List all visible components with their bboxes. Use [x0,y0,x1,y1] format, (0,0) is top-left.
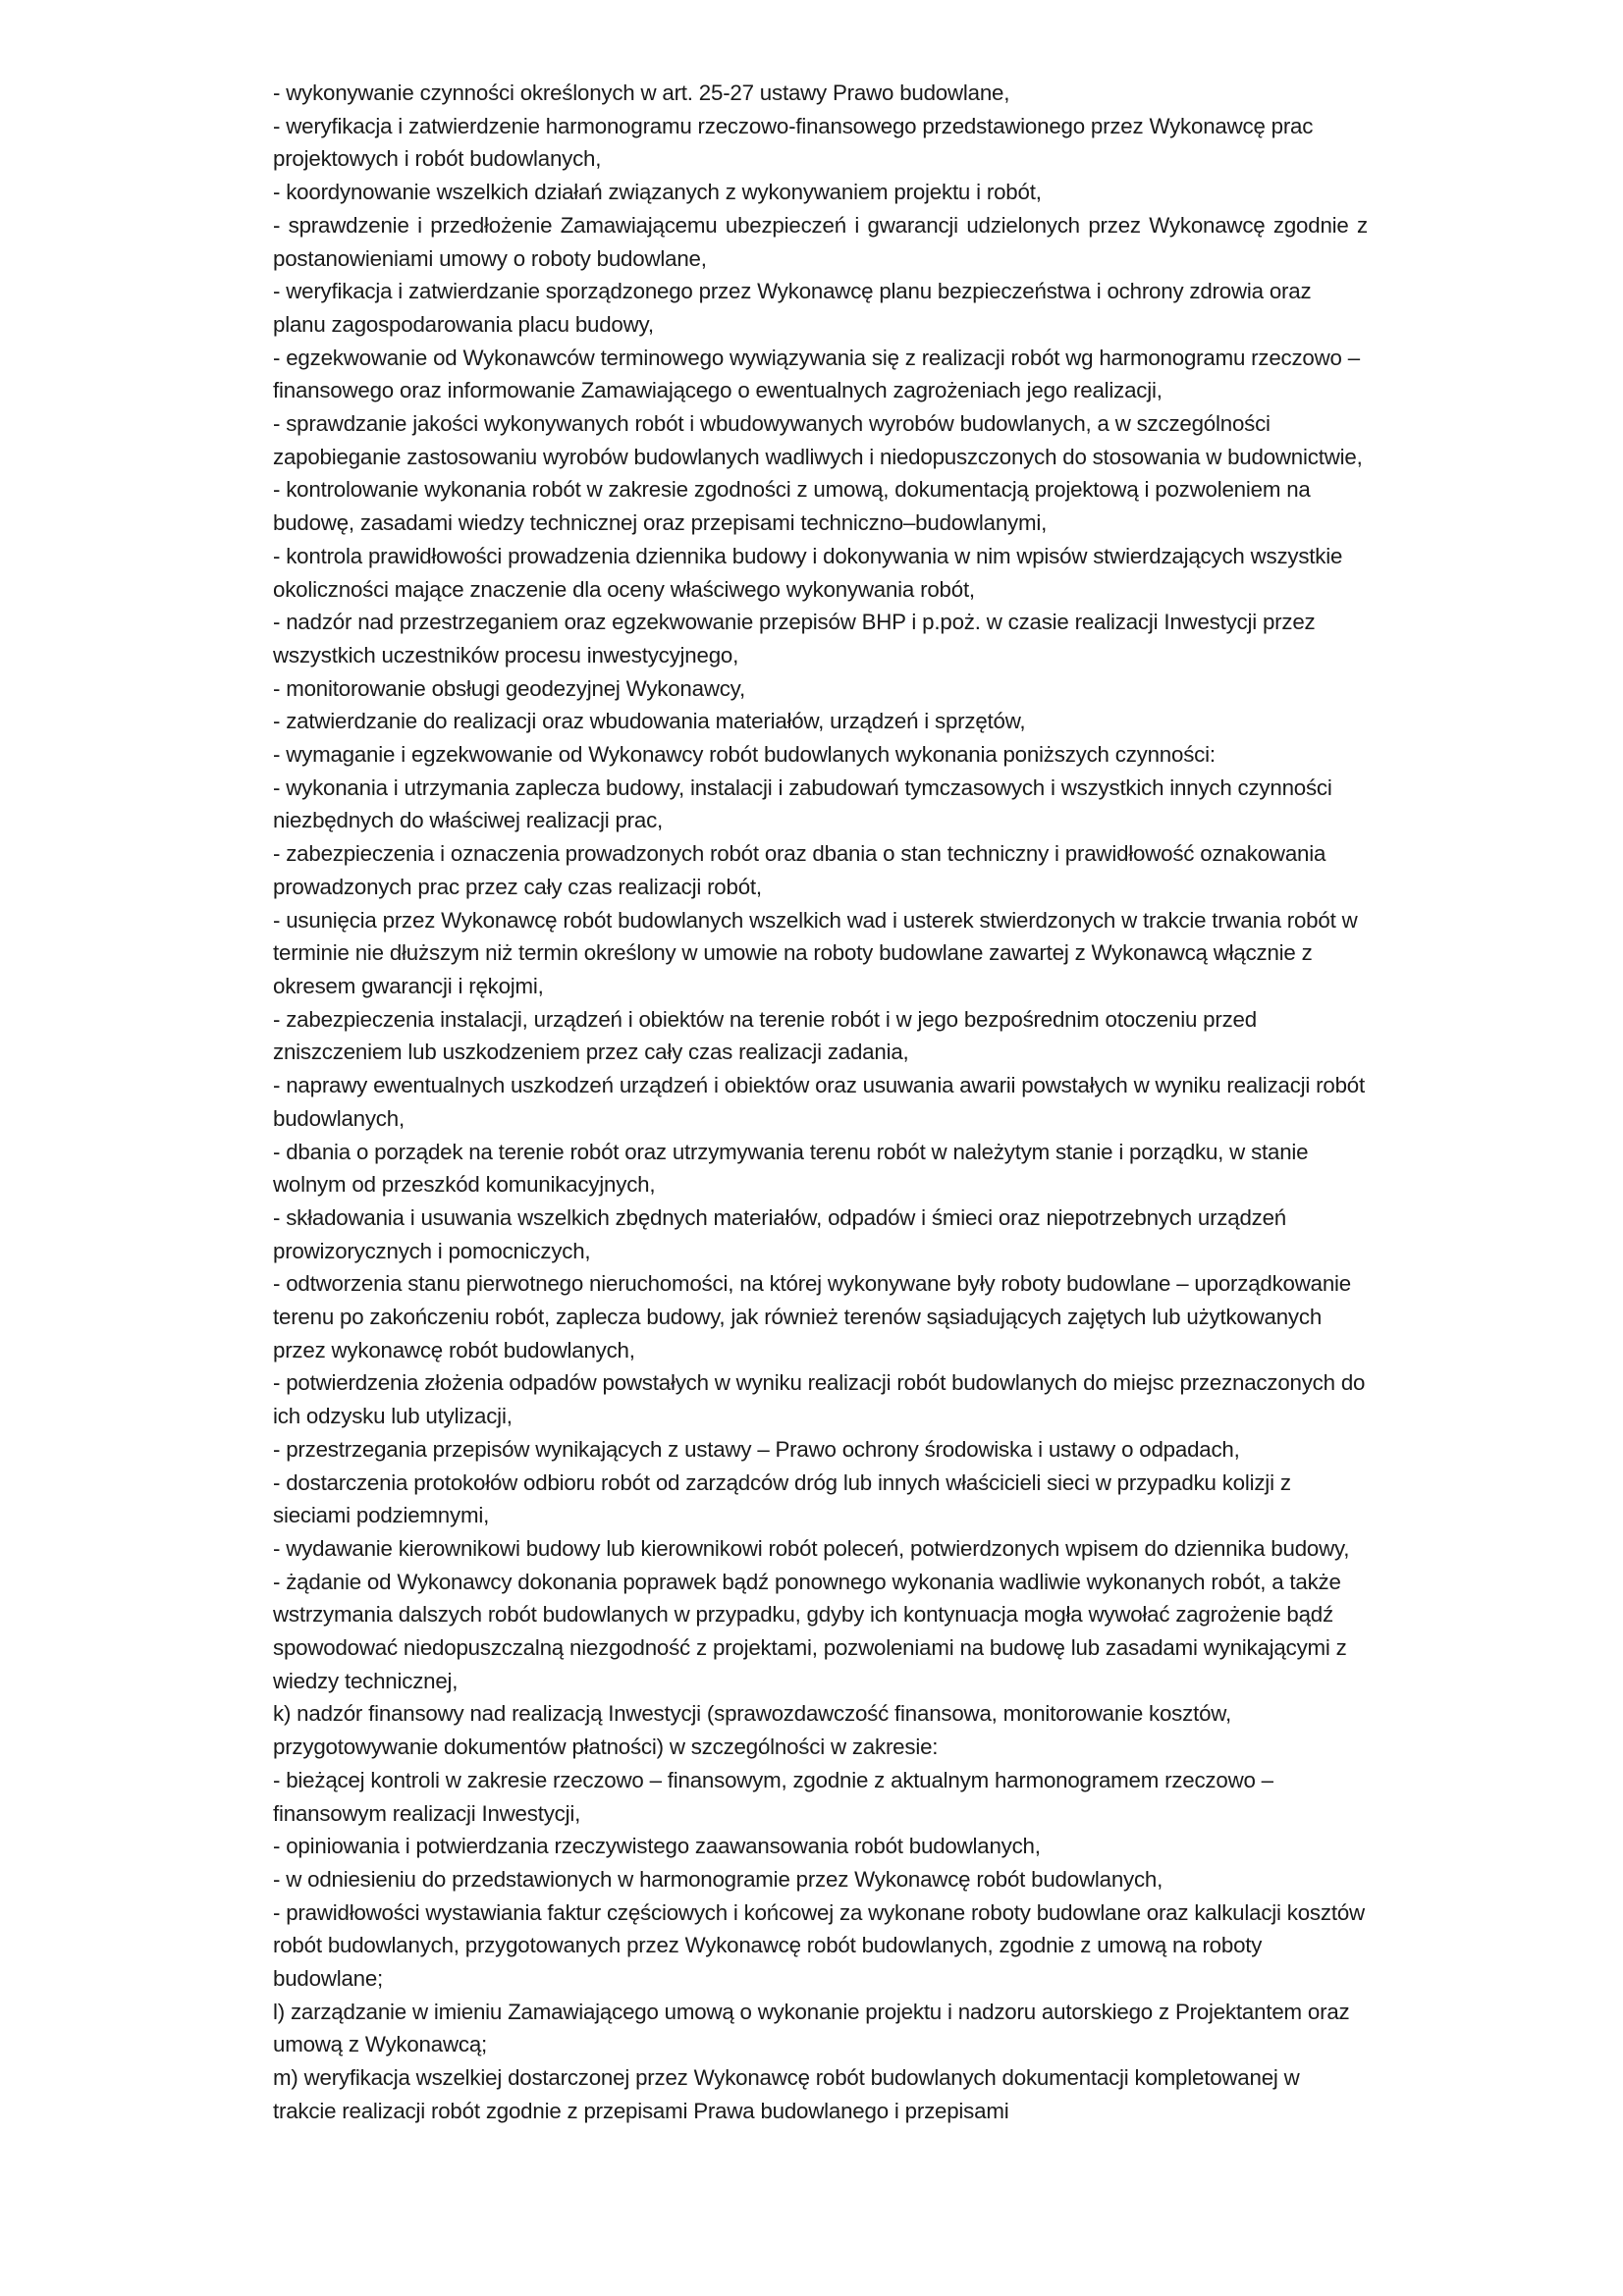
paragraph: - dbania o porządek na terenie robót oraz utrzymywania terenu robót w należytym stanie i porządku, w stanie wolnym od przeszkód komunikacyjnych, [273,1139,1309,1198]
document-body [273,77,1368,2128]
paragraph: - zatwierdzanie do realizacji oraz wbudowania materiałów, urządzeń i sprzętów, [273,709,1026,734]
paragraph: - zabezpieczenia instalacji, urządzeń i obiektów na terenie robót i w jego bezpośrednim otoczeniu przed zniszczeniem lub uszkodzeniem przez cały czas realizacji zadania, [273,1006,1257,1065]
paragraph: - naprawy ewentualnych uszkodzeń urządzeń i obiektów oraz usuwania awarii powstałych w wyniku realizacji robót budowlanych, [273,1073,1365,1131]
paragraph: - dostarczenia protokołów odbioru robót od zarządców dróg lub innych właścicieli sieci w przypadku kolizji z sieciami podziemnymi, [273,1469,1291,1528]
paragraph: m) weryfikacja wszelkiej dostarczonej przez Wykonawcę robót budowlanych dokumentacji kompletowanej w trakcie realizacji robót zgodnie z przepisami Prawa budowlanego i przepisami [273,2065,1300,2123]
paragraph: - wykonywanie czynności określonych w art. 25-27 ustawy Prawo budowlane, [273,80,1010,105]
paragraph: - sprawdzenie i przedłożenie Zamawiającemu ubezpieczeń i gwarancji udzielonych przez Wykonawcę zgodnie z postanowieniami umowy o roboty budowlane, [273,212,1368,271]
paragraph: - zabezpieczenia i oznaczenia prowadzonych robót oraz dbania o stan techniczny i prawidłowość oznakowania prowadzonych prac przez cały czas realizacji robót, [273,841,1326,899]
paragraph: - przestrzegania przepisów wynikających z ustawy – Prawo ochrony środowiska i ustawy o odpadach, [273,1436,1240,1462]
paragraph: - usunięcia przez Wykonawcę robót budowlanych wszelkich wad i usterek stwierdzonych w trakcie trwania robót w terminie nie dłuższym niż termin określony w umowie na roboty budowlane zawartej z Wykonawcą włącznie z okresem gwarancji i rękojmi, [273,907,1358,998]
paragraph: - weryfikacja i zatwierdzanie sporządzonego przez Wykonawcę planu bezpieczeństwa i ochrony zdrowia oraz planu zagospodarowania placu budowy, [273,279,1312,337]
paragraph: - kontrolowanie wykonania robót w zakresie zgodności z umową, dokumentacją projektową i pozwoleniem na budowę, zasadami wiedzy technicznej oraz przepisami techniczno–budowlanymi, [273,477,1311,536]
paragraph: - koordynowanie wszelkich działań związanych z wykonywaniem projektu i robót, [273,180,1042,205]
paragraph: l) zarządzanie w imieniu Zamawiającego umową o wykonanie projektu i nadzoru autorskiego z Projektantem oraz umową z Wykonawcą; [273,1999,1350,2057]
paragraph: - weryfikacja i zatwierdzenie harmonogramu rzeczowo-finansowego przedstawionego przez Wykonawcę prac projektowych i robót budowlanych, [273,113,1314,172]
paragraph: - odtworzenia stanu pierwotnego nieruchomości, na której wykonywane były roboty budowlane – uporządkowanie terenu po zakończeniu robót, zaplecza budowy, jak również terenów sąsiadujących zajętych lub użytkowanych przez wykonawcę robót budowlanych, [273,1271,1351,1362]
paragraph: - w odniesieniu do przedstawionych w harmonogramie przez Wykonawcę robót budowlanych, [273,1866,1163,1892]
paragraph: - opiniowania i potwierdzania rzeczywistego zaawansowania robót budowlanych, [273,1834,1041,1859]
paragraph: - nadzór nad przestrzeganiem oraz egzekwowanie przepisów BHP i p.poż. w czasie realizacji Inwestycji przez wszystkich uczestników procesu inwestycyjnego, [273,610,1316,667]
paragraph: k) nadzór finansowy nad realizacją Inwestycji (sprawozdawczość finansowa, monitorowanie kosztów, przygotowywanie dokumentów płatności) w szczególności w zakresie: [273,1701,1231,1760]
paragraph: - kontrola prawidłowości prowadzenia dziennika budowy i dokonywania w nim wpisów stwierdzających wszystkie okoliczności mające znaczenie dla oceny właściwego wykonywania robót, [273,543,1343,602]
paragraph: - bieżącej kontroli w zakresie rzeczowo – finansowym, zgodnie z aktualnym harmonogramem rzeczowo – finansowym realizacji Inwestycji, [273,1767,1273,1826]
paragraph: - żądanie od Wykonawcy dokonania poprawek bądź ponownego wykonania wadliwie wykonanych robót, a także wstrzymania dalszych robót budowlanych w przypadku, gdyby ich kontynuacja mogła wywołać zagrożenie bądź spowodować niedopuszczalną niezgodność z projektami, pozwoleniami na budowę lub zasadami wynikającymi z wiedzy technicznej, [273,1569,1347,1693]
paragraph: - składowania i usuwania wszelkich zbędnych materiałów, odpadów i śmieci oraz niepotrzebnych urządzeń prowizorycznych i pomocniczych, [273,1204,1287,1263]
paragraph: - monitorowanie obsługi geodezyjnej Wykonawcy, [273,675,745,701]
paragraph: - egzekwowanie od Wykonawców terminowego wywiązywania się z realizacji robót wg harmonogramu rzeczowo – finansowego oraz informowanie Zamawiającego o ewentualnych zagrożeniach jego realizacji, [273,345,1360,403]
paragraph: - prawidłowości wystawiania faktur częściowych i końcowej za wykonane roboty budowlane oraz kalkulacji kosztów robót budowlanych, przygotowanych przez Wykonawcę robót budowlanych, zgodnie z umową na roboty budowlane; [273,1899,1365,1992]
paragraph: - wymaganie i egzekwowanie od Wykonawcy robót budowlanych wykonania poniższych czynności: [273,742,1216,768]
paragraph: - potwierdzenia złożenia odpadów powstałych w wyniku realizacji robót budowlanych do miejsc przeznaczonych do ich odzysku lub utylizacji, [273,1370,1366,1429]
paragraph: - sprawdzanie jakości wykonywanych robót i wbudowywanych wyrobów budowlanych, a w szczególności zapobieganie zastosowaniu wyrobów budowlanych wadliwych i niedopuszczonych do stosowania w budownictwie, [273,411,1363,469]
paragraph: - wykonania i utrzymania zaplecza budowy, instalacji i zabudowań tymczasowych i wszystkich innych czynności niezbędnych do właściwej realizacji prac, [273,774,1332,833]
paragraph: - wydawanie kierownikowi budowy lub kierownikowi robót poleceń, potwierdzonych wpisem do dziennika budowy, [273,1535,1350,1561]
